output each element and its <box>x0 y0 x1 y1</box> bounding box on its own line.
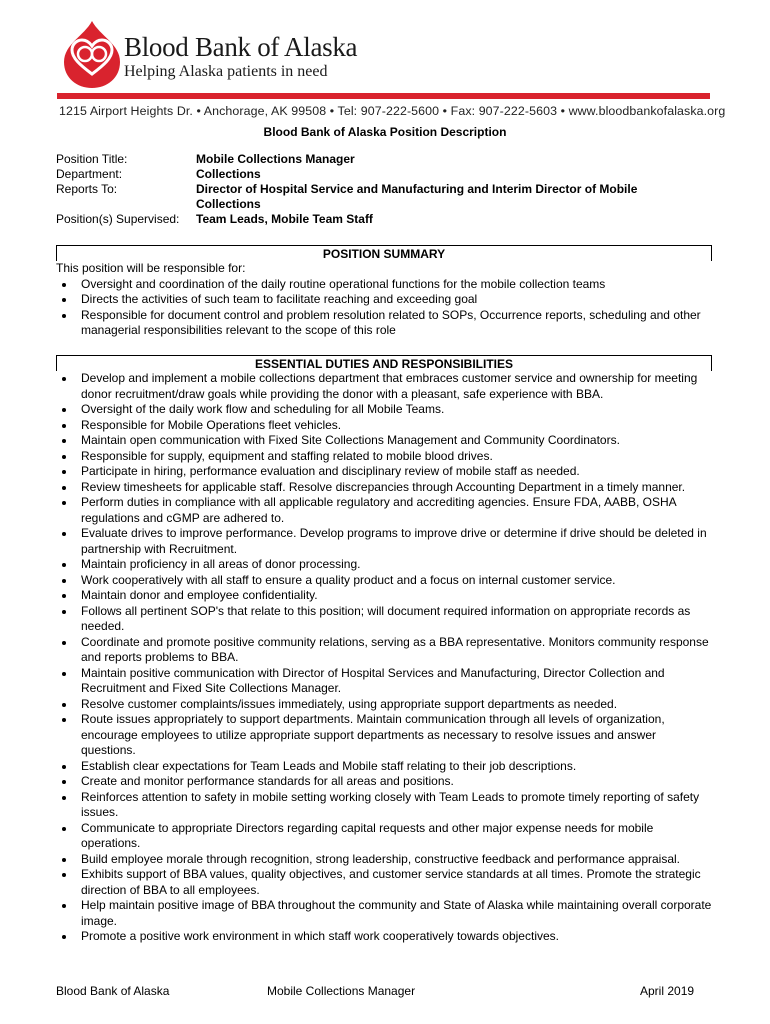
list-item: Reinforces attention to safety in mobile setting working closely with Team Leads to promote timely reporting of safety issues. <box>56 790 712 821</box>
info-row-position-title <box>56 152 712 167</box>
position-info-table <box>56 152 712 227</box>
footer-position: Mobile Collections Manager <box>267 984 416 998</box>
info-label: Department: <box>56 167 123 181</box>
list-item: Establish clear expectations for Team Leads and Mobile staff relating to their job descriptions. <box>56 759 712 775</box>
summary-bullet-list <box>56 277 712 339</box>
list-item: Evaluate drives to improve performance. Develop programs to improve drive or determine if drive should be deleted in partnership with Recruitment. <box>56 526 712 557</box>
info-value: Team Leads, Mobile Team Staff <box>196 212 373 226</box>
header-rule <box>57 93 710 99</box>
section-heading: POSITION SUMMARY <box>56 245 712 261</box>
list-item: Develop and implement a mobile collections department that embraces customer service and ownership for meeting donor recruitment/draw goals while providing the donor with a pleasant, safe experience with BBA. <box>56 371 712 402</box>
list-item: Coordinate and promote positive community relations, serving as a BBA representative. Monitors community response and reports problems to BBA. <box>56 635 712 666</box>
list-item: Communicate to appropriate Directors regarding capital requests and other major expense needs for mobile operations. <box>56 821 712 852</box>
section-body <box>56 261 712 339</box>
list-item: Resolve customer complaints/issues immediately, using appropriate support departments as needed. <box>56 697 712 713</box>
info-row-department <box>56 167 712 182</box>
document-title: Blood Bank of Alaska Position Description <box>263 125 507 139</box>
list-item: Responsible for Mobile Operations fleet vehicles. <box>56 418 712 434</box>
info-row-positions-supervised <box>56 212 712 227</box>
address-line: 1215 Airport Heights Dr. • Anchorage, AK 99508 • Tel: 907-222-5600 • Fax: 907-222-5603 • www.bloodbankofalaska.org <box>59 104 726 118</box>
list-item: Work cooperatively with all staff to ensure a quality product and a focus on internal customer service. <box>56 573 712 589</box>
list-item: Build employee morale through recognition, strong leadership, constructive feedback and performance appraisal. <box>56 852 712 868</box>
brand-tagline: Helping Alaska patients in need <box>124 63 328 80</box>
footer-organization: Blood Bank of Alaska <box>56 984 170 998</box>
list-item: Follows all pertinent SOP's that relate to this position; will document required information on appropriate records as needed. <box>56 604 712 635</box>
list-item: Maintain positive communication with Director of Hospital Services and Manufacturing, Director Collection and Recruitment and Fixed Site Collections Manager. <box>56 666 712 697</box>
list-item: Maintain donor and employee confidentiality. <box>56 588 712 604</box>
list-item: Create and monitor performance standards for all areas and positions. <box>56 774 712 790</box>
footer-date: April 2019 <box>640 984 695 998</box>
list-item: Exhibits support of BBA values, quality objectives, and customer service standards at all times. Promote the strategic direction of BBA to all employees. <box>56 867 712 898</box>
list-item: Directs the activities of such team to facilitate reaching and exceeding goal <box>56 292 712 308</box>
list-item: Perform duties in compliance with all applicable regulatory and accrediting agencies. Ensure FDA, AABB, OSHA regulations and cGMP are adhered to. <box>56 495 712 526</box>
list-item: Participate in hiring, performance evaluation and disciplinary review of mobile staff as needed. <box>56 464 712 480</box>
info-row-reports-to <box>56 182 712 212</box>
blood-drop-heart-logo <box>56 18 128 90</box>
info-label: Position Title: <box>56 152 128 166</box>
list-item: Review timesheets for applicable staff. Resolve discrepancies through Accounting Department in a timely manner. <box>56 480 712 496</box>
list-item: Responsible for document control and problem resolution related to SOPs, Occurrence reports, scheduling and other managerial responsibilities relevant to the scope of this role <box>56 308 712 339</box>
list-item: Oversight and coordination of the daily routine operational functions for the mobile collection teams <box>56 277 712 293</box>
list-item: Responsible for supply, equipment and staffing related to mobile blood drives. <box>56 449 712 465</box>
info-value: Mobile Collections Manager <box>196 152 355 166</box>
brand-name: Blood Bank of Alaska <box>124 32 358 62</box>
list-item: Promote a positive work environment in which staff work cooperatively towards objectives. <box>56 929 712 945</box>
list-item: Help maintain positive image of BBA throughout the community and State of Alaska while maintaining overall corporate image. <box>56 898 712 929</box>
summary-intro: This position will be responsible for: <box>56 261 246 275</box>
info-value: Collections <box>196 167 261 181</box>
duties-bullet-list <box>56 371 712 945</box>
info-label: Position(s) Supervised: <box>56 212 180 226</box>
info-value: Director of Hospital Service and Manufacturing and Interim Director of Mobile Collections <box>196 182 638 211</box>
list-item: Route issues appropriately to support departments. Maintain communication through all levels of organization, encourage employees to utilize appropriate support departments as necessary to resolve issues and answer questions. <box>56 712 712 759</box>
list-item: Maintain open communication with Fixed Site Collections Management and Community Coordinators. <box>56 433 712 449</box>
section-body <box>56 371 712 945</box>
section-heading: ESSENTIAL DUTIES AND RESPONSIBILITIES <box>56 355 712 371</box>
info-label: Reports To: <box>56 182 118 196</box>
list-item: Maintain proficiency in all areas of donor processing. <box>56 557 712 573</box>
position-summary-section <box>56 245 712 339</box>
list-item: Oversight of the daily work flow and scheduling for all Mobile Teams. <box>56 402 712 418</box>
essential-duties-section <box>56 355 712 945</box>
